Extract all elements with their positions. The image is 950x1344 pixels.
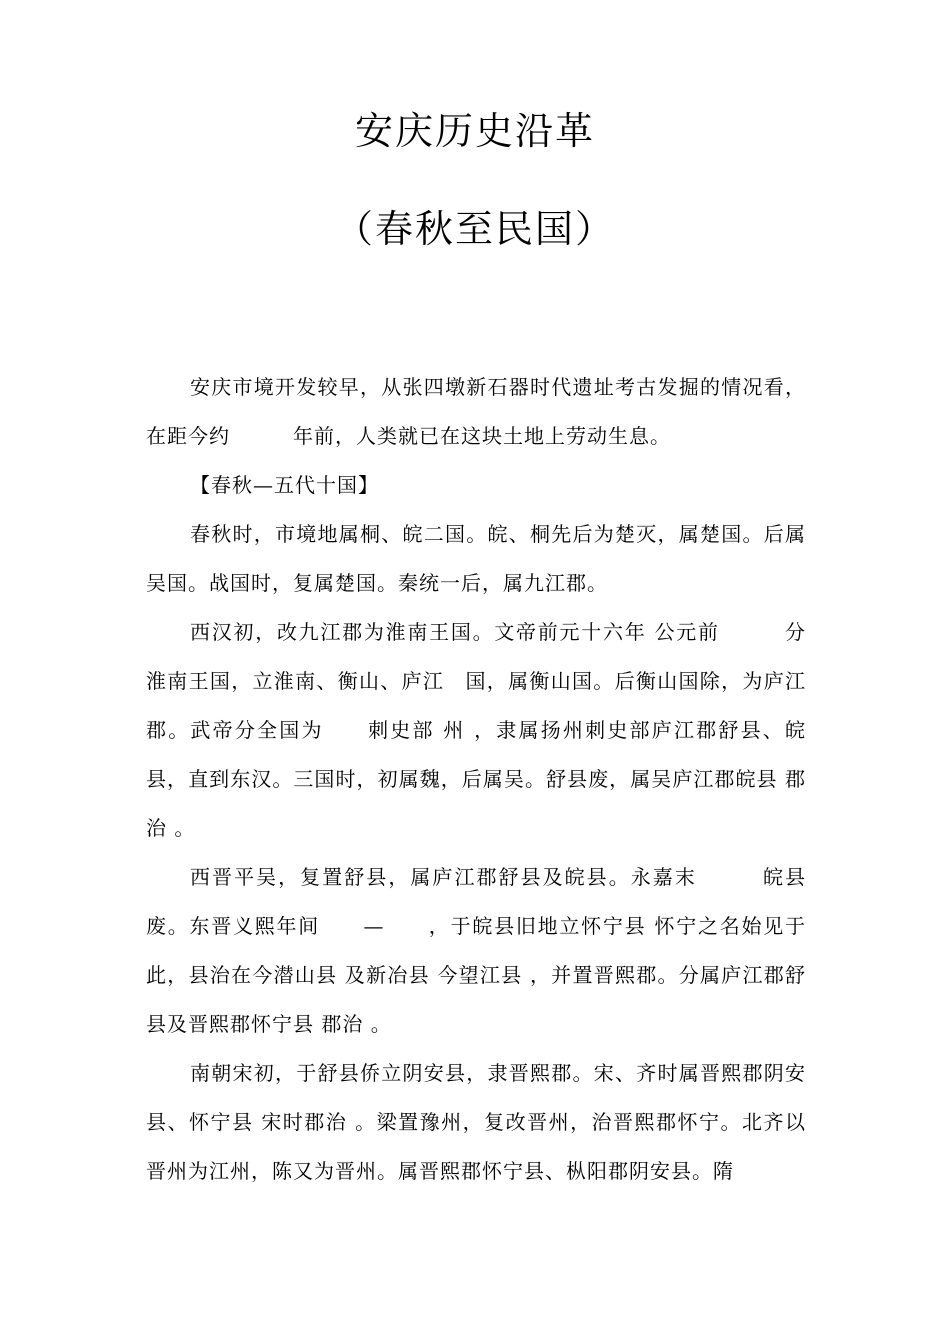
document-subtitle: （春秋至民国） bbox=[334, 207, 615, 251]
paragraph-han: 西汉初，改九江郡为淮南王国。文帝前元十六年 公元前 分淮南王国，立淮南、衡山、庐江 国，属衡山国。后衡山国除，为庐江郡。武帝分全国为 刺史部 州 ，隶属扬州刺史部庐江郡舒县、皖县，直到东汉。三国时，初属魏，后属吴。舒县废，属吴庐江郡皖县 郡治 。 bbox=[146, 620, 806, 840]
section-heading: 【春秋—五代十国】 bbox=[190, 473, 379, 497]
document-title: 安庆历史沿革 bbox=[354, 109, 595, 153]
paragraph-intro: 安庆市境开发较早，从张四墩新石器时代遗址考古发掘的情况看，在距今约 年前，人类就已在这块土地上劳动生息。 bbox=[146, 375, 806, 448]
paragraph-spring-autumn: 春秋时，市境地属桐、皖二国。皖、桐先后为楚灭，属楚国。后属吴国。战国时，复属楚国。秦统一后，属九江郡。 bbox=[146, 522, 806, 595]
paragraph-jin: 西晋平吴，复置舒县，属庐江郡舒县及皖县。永嘉末 皖县废。东晋义熙年间 — ，于皖县旧地立怀宁县 怀宁之名始见于此，县治在今潜山县 及新冶县 今望江县 ，并置晋熙郡。分属庐江郡舒县及晋熙郡怀宁县 郡治 。 bbox=[146, 865, 806, 1036]
paragraph-southern-dynasties: 南朝宋初，于舒县侨立阴安县，隶晋熙郡。宋、齐时属晋熙郡阴安县、怀宁县 宋时郡治 。梁置豫州，复改晋州，治晋熙郡怀宁。北齐以晋州为江州，陈又为晋州。属晋熙郡怀宁县、枞阳郡阴安县。隋 bbox=[146, 1061, 806, 1183]
document-body bbox=[146, 363, 806, 1196]
